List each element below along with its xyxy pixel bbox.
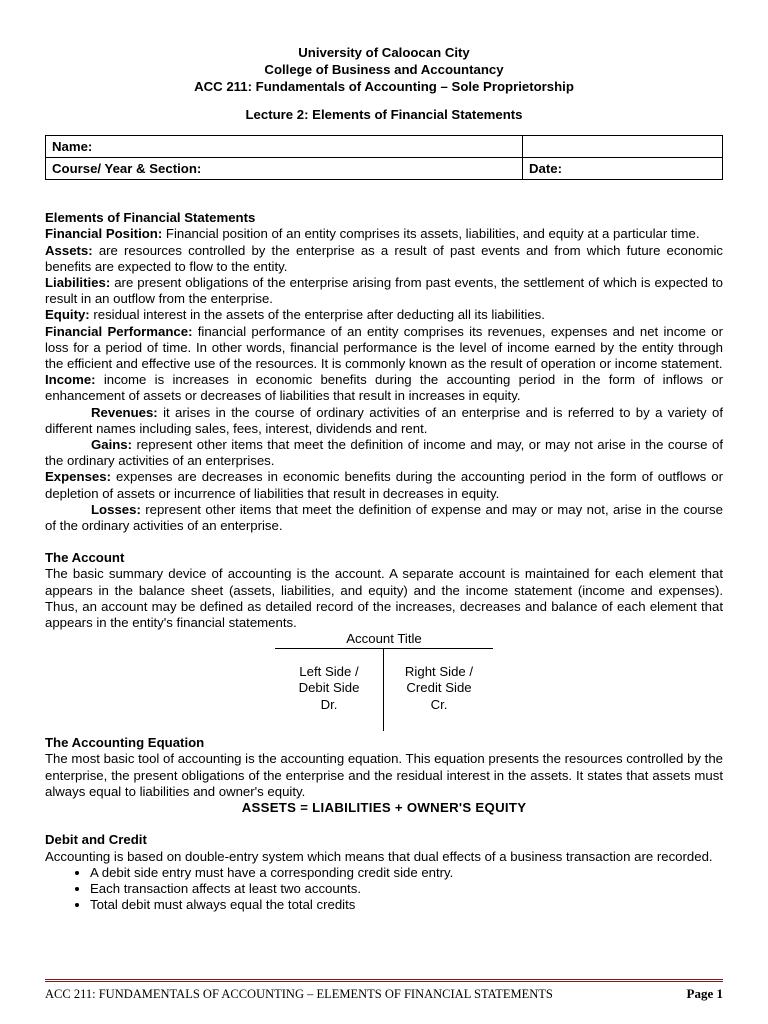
- footer-rule: [45, 979, 723, 982]
- equation-heading: The Accounting Equation: [45, 735, 205, 751]
- t-account-vertical-line: [383, 648, 384, 731]
- list-item: • Total debit must always equal the total credits: [90, 897, 723, 913]
- definition-equity: Equity: residual interest in the assets of the enterprise after deducting all its liabilities.: [45, 307, 545, 323]
- debit-credit-rules: [45, 865, 723, 914]
- date-field[interactable]: Date:: [523, 158, 723, 180]
- name-extra-cell: [523, 136, 723, 158]
- t-account-diagram: [45, 631, 723, 723]
- t-account-debit-side: Left Side / Debit Side Dr.: [298, 664, 360, 712]
- student-info-table: [45, 135, 723, 180]
- definition-expenses: Expenses: expenses are decreases in economic benefits during the accounting period in the form of outflows or depletion of assets or incurrence of liabilities that result in decreases in equity.: [45, 469, 723, 501]
- definition-assets: Assets: are resources controlled by the enterprise as a result of past events and from which future economic benefits are expected to flow to the entity.: [45, 242, 723, 274]
- course-title: ACC 211: Fundamentals of Accounting – Sole Proprietorship: [194, 79, 574, 94]
- document-page: [45, 44, 723, 913]
- definition-financial-position: Financial Position: Financial position of an entity comprises its assets, liabilities, and equity at a particular time.: [45, 226, 700, 242]
- debit-credit-heading: Debit and Credit: [45, 832, 147, 848]
- footer-title: ACC 211: FUNDAMENTALS OF ACCOUNTING – ELEMENTS OF FINANCIAL STATEMENTS: [45, 987, 553, 1001]
- university-name: University of Caloocan City: [298, 45, 470, 60]
- account-paragraph: The basic summary device of accounting is the account. A separate account is maintained for each element that appears in the balance sheet (assets, liabilities, and equity) and the income statement (income and expenses). Thus, an account may be defined as detailed record of the increases, decreases and balance of each element that appears in the entity's financial statements.: [45, 566, 723, 631]
- debit-credit-paragraph: Accounting is based on double-entry system which means that dual effects of a business transaction are recorded.: [45, 848, 713, 864]
- page-number: Page 1: [686, 986, 723, 1001]
- list-item: • Each transaction affects at least two accounts.: [90, 881, 723, 897]
- elements-heading: Elements of Financial Statements: [45, 210, 256, 226]
- t-account-credit-side: Right Side / Credit Side Cr.: [404, 664, 474, 712]
- course-section-field[interactable]: Course/ Year & Section:: [46, 158, 523, 180]
- elements-list: [45, 226, 723, 534]
- definition-gains: Gains: represent other items that meet the definition of income and may, or may not arise in the course of the ordinary activities of an enterprises.: [45, 437, 723, 469]
- college-name: College of Business and Accountancy: [264, 62, 504, 77]
- t-account-title: Account Title: [346, 631, 422, 647]
- definition-financial-performance: Financial Performance: financial performance of an entity comprises its revenues, expenses and net income or loss for a period of time. In other words, financial performance is the level of income earned by the entity through the efficient and effective use of the resources. It is commonly known as the result of operation or income statement.: [45, 323, 724, 372]
- lecture-title: Lecture 2: Elements of Financial Statements: [245, 107, 523, 122]
- accounting-equation: ASSETS = LIABILITIES + OWNER'S EQUITY: [241, 800, 527, 816]
- t-account-horizontal-line: [275, 648, 493, 649]
- definition-income: Income: income is increases in economic benefits during the accounting period in the form of inflows or enhancement of assets or decreases of liabilities that result in increases in equity.: [45, 372, 723, 404]
- definition-losses: Losses: represent other items that meet the definition of expense and may or may not, arise in the course of the ordinary activities of an enterprise.: [45, 501, 723, 534]
- definition-revenues: Revenues: it arises in the course of ordinary activities of an enterprise and is referred to by a variety of different names including sales, fees, interest, dividends and rent.: [45, 404, 723, 436]
- definition-liabilities: Liabilities: are present obligations of the enterprise arising from past events, the settlement of which is expected to result in an outflow from the enterprise.: [45, 275, 723, 307]
- equation-paragraph: The most basic tool of accounting is the accounting equation. This equation presents the resources controlled by the enterprise, the present obligations of the enterprise and the residual interest in the assets. It states that assets must always equal to liabilities and owner's equity.: [45, 751, 723, 799]
- list-item: • A debit side entry must have a corresponding credit side entry.: [90, 865, 723, 881]
- name-field[interactable]: Name:: [46, 136, 523, 158]
- account-heading: The Account: [45, 550, 125, 566]
